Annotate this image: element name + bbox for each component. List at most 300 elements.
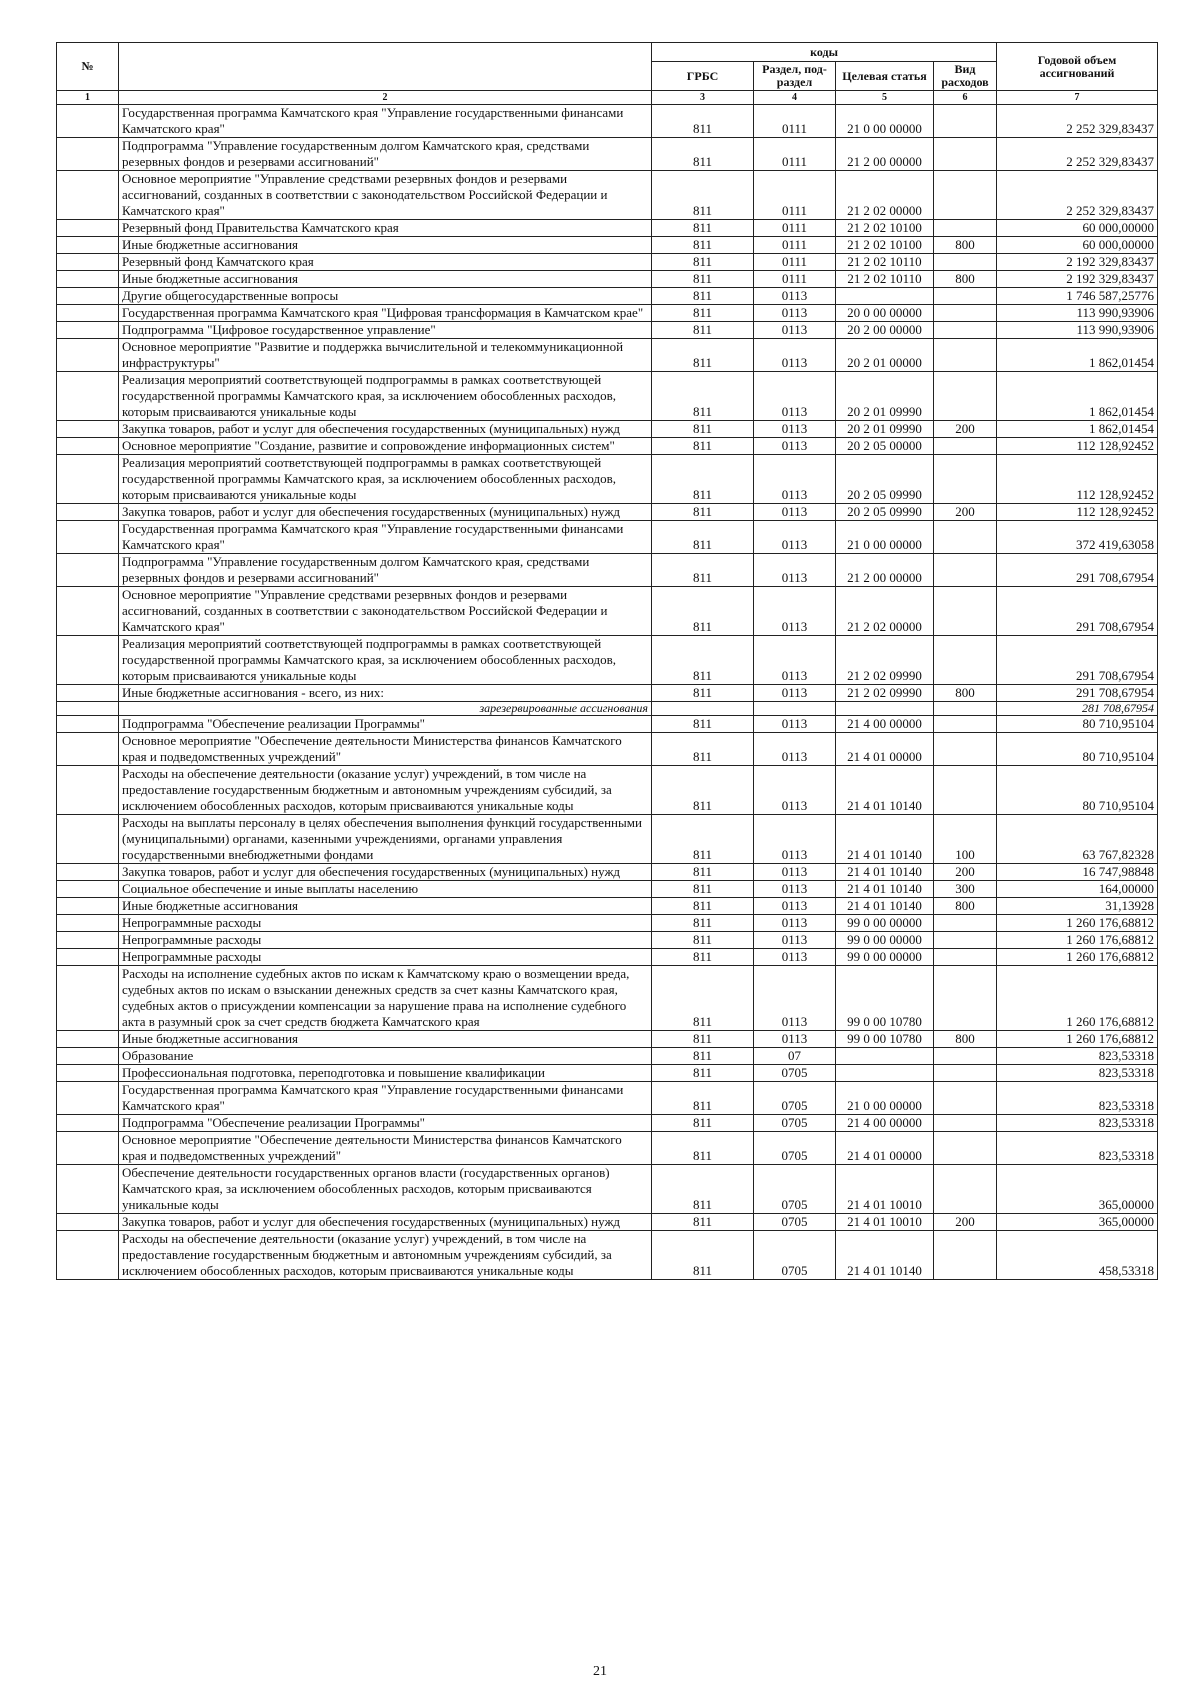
table-row (57, 339, 1158, 372)
cell-amount: 1 260 176,68812 (997, 932, 1158, 949)
cell-target: 20 2 01 09990 (836, 421, 934, 438)
cell-target: 21 4 01 00000 (836, 1132, 934, 1165)
cell-number (57, 636, 119, 685)
cell-section: 0111 (754, 254, 836, 271)
cell-section: 0113 (754, 815, 836, 864)
cell-amount: 365,00000 (997, 1165, 1158, 1214)
cell-expense-type (934, 554, 997, 587)
cell-section: 0113 (754, 966, 836, 1031)
cell-amount: 80 710,95104 (997, 733, 1158, 766)
table-row (57, 1165, 1158, 1214)
cell-amount: 113 990,93906 (997, 305, 1158, 322)
table-row (57, 716, 1158, 733)
cell-amount: 1 260 176,68812 (997, 949, 1158, 966)
cell-section: 0111 (754, 171, 836, 220)
cell-section: 0113 (754, 881, 836, 898)
cell-expense-type (934, 220, 997, 237)
cell-grbs: 811 (652, 220, 754, 237)
cell-expense-type (934, 1065, 997, 1082)
table-row (57, 288, 1158, 305)
cell-name: Подпрограмма "Управление государственным долгом Камчатского края, средствами резервных фондов и резервами ассигнований" (119, 138, 652, 171)
cell-target: 21 4 01 10010 (836, 1165, 934, 1214)
cell-section: 0705 (754, 1165, 836, 1214)
cell-section: 0113 (754, 716, 836, 733)
table-row (57, 554, 1158, 587)
cell-grbs: 811 (652, 881, 754, 898)
cell-section: 0113 (754, 898, 836, 915)
cell-grbs: 811 (652, 421, 754, 438)
cell-number (57, 1132, 119, 1165)
cell-number (57, 864, 119, 881)
cell-target: 21 2 00 00000 (836, 138, 934, 171)
cell-expense-type (934, 636, 997, 685)
cell-amount: 112 128,92452 (997, 504, 1158, 521)
cell-name: Иные бюджетные ассигнования (119, 237, 652, 254)
cell-section: 07 (754, 1048, 836, 1065)
cell-amount: 60 000,00000 (997, 237, 1158, 254)
cell-amount: 823,53318 (997, 1115, 1158, 1132)
cell-number (57, 587, 119, 636)
cell-grbs: 811 (652, 305, 754, 322)
column-number: 6 (934, 91, 997, 105)
table-row (57, 1048, 1158, 1065)
cell-name: Расходы на обеспечение деятельности (оказание услуг) учреждений, в том числе на предоставление государственным бюджетным и автономным учреждениям субсидий, за исключением обособленных расходов, которым присваиваются уникальные коды (119, 766, 652, 815)
cell-target: 21 2 00 00000 (836, 554, 934, 587)
cell-name: Обеспечение деятельности государственных органов власти (государственных органов) Камчатского края, за исключением обособленных расходов, которым присваиваются уникальные коды (119, 1165, 652, 1214)
table-row (57, 305, 1158, 322)
cell-name: Основное мероприятие "Обеспечение деятельности Министерства финансов Камчатского края и подведомственных учреждений" (119, 1132, 652, 1165)
cell-expense-type (934, 932, 997, 949)
cell-number (57, 716, 119, 733)
cell-target (836, 288, 934, 305)
cell-name: Непрограммные расходы (119, 949, 652, 966)
cell-expense-type (934, 171, 997, 220)
cell-section: 0705 (754, 1082, 836, 1115)
table-row (57, 322, 1158, 339)
column-number: 7 (997, 91, 1158, 105)
cell-name: Государственная программа Камчатского края "Управление государственными финансами Камчатского края" (119, 105, 652, 138)
cell-name: Иные бюджетные ассигнования (119, 1031, 652, 1048)
cell-name: Подпрограмма "Обеспечение реализации Программы" (119, 1115, 652, 1132)
cell-number (57, 322, 119, 339)
cell-grbs: 811 (652, 504, 754, 521)
cell-grbs: 811 (652, 171, 754, 220)
cell-target: 21 4 01 10140 (836, 815, 934, 864)
cell-section: 0113 (754, 421, 836, 438)
cell-amount: 164,00000 (997, 881, 1158, 898)
cell-name: Закупка товаров, работ и услуг для обеспечения государственных (муниципальных) нужд (119, 421, 652, 438)
cell-amount: 80 710,95104 (997, 716, 1158, 733)
cell-section: 0705 (754, 1065, 836, 1082)
cell-name: Иные бюджетные ассигнования - всего, из них: (119, 685, 652, 702)
cell-expense-type (934, 966, 997, 1031)
cell-expense-type (934, 766, 997, 815)
cell-amount: 1 746 587,25776 (997, 288, 1158, 305)
header-target: Целевая статья (836, 62, 934, 91)
table-row (57, 1132, 1158, 1165)
cell-grbs: 811 (652, 932, 754, 949)
cell-name: Основное мероприятие "Обеспечение деятельности Министерства финансов Камчатского края и подведомственных учреждений" (119, 733, 652, 766)
cell-expense-type: 200 (934, 1214, 997, 1231)
cell-number (57, 1082, 119, 1115)
header-expense-type: Вид расходов (934, 62, 997, 91)
cell-amount: 823,53318 (997, 1082, 1158, 1115)
cell-name: Основное мероприятие "Развитие и поддержка вычислительной и телекоммуникационной инфраструктуры" (119, 339, 652, 372)
cell-section: 0111 (754, 220, 836, 237)
cell-number (57, 1031, 119, 1048)
cell-section: 0113 (754, 587, 836, 636)
cell-number (57, 1231, 119, 1280)
cell-grbs: 811 (652, 1065, 754, 1082)
cell-number (57, 438, 119, 455)
cell-section: 0113 (754, 864, 836, 881)
table-row (57, 171, 1158, 220)
table-row (57, 881, 1158, 898)
cell-grbs: 811 (652, 271, 754, 288)
cell-name: Расходы на выплаты персоналу в целях обеспечения выполнения функций государственными (муниципальными) органами, казенными учреждениями, органами управления государственными внебюджетными фондами (119, 815, 652, 864)
cell-expense-type: 200 (934, 421, 997, 438)
cell-section: 0113 (754, 1031, 836, 1048)
table-row (57, 685, 1158, 702)
cell-amount: 2 252 329,83437 (997, 171, 1158, 220)
cell-grbs: 811 (652, 1115, 754, 1132)
cell-name: Реализация мероприятий соответствующей подпрограммы в рамках соответствующей государственной программы Камчатского края, за исключением обособленных расходов, которым присваиваются уникальные коды (119, 636, 652, 685)
cell-expense-type (934, 949, 997, 966)
cell-number (57, 733, 119, 766)
cell-number (57, 815, 119, 864)
cell-name: Подпрограмма "Обеспечение реализации Программы" (119, 716, 652, 733)
cell-target: 21 0 00 00000 (836, 1082, 934, 1115)
cell-target: 21 4 01 10140 (836, 864, 934, 881)
cell-target (836, 702, 934, 716)
cell-amount: 63 767,82328 (997, 815, 1158, 864)
cell-expense-type (934, 915, 997, 932)
cell-name: Иные бюджетные ассигнования (119, 271, 652, 288)
cell-name: Социальное обеспечение и иные выплаты населению (119, 881, 652, 898)
header-number: № (57, 43, 119, 91)
cell-name: Основное мероприятие "Управление средствами резервных фондов и резервами ассигнований, созданных в соответствии с законодательством Российской Федерации и Камчатского края" (119, 171, 652, 220)
cell-grbs: 811 (652, 898, 754, 915)
cell-number (57, 138, 119, 171)
cell-amount: 1 260 176,68812 (997, 966, 1158, 1031)
cell-amount: 291 708,67954 (997, 636, 1158, 685)
cell-number (57, 521, 119, 554)
cell-grbs: 811 (652, 587, 754, 636)
cell-amount: 291 708,67954 (997, 554, 1158, 587)
cell-grbs: 811 (652, 864, 754, 881)
cell-name: Резервный фонд Камчатского края (119, 254, 652, 271)
cell-expense-type (934, 1132, 997, 1165)
cell-amount: 281 708,67954 (997, 702, 1158, 716)
cell-name: Подпрограмма "Управление государственным долгом Камчатского края, средствами резервных фондов и резервами ассигнований" (119, 554, 652, 587)
cell-number (57, 1165, 119, 1214)
cell-target: 99 0 00 10780 (836, 966, 934, 1031)
cell-expense-type (934, 733, 997, 766)
table-body (57, 105, 1158, 1280)
cell-expense-type (934, 339, 997, 372)
table-header (57, 43, 1158, 105)
table-row (57, 237, 1158, 254)
cell-section: 0113 (754, 636, 836, 685)
cell-grbs: 811 (652, 254, 754, 271)
cell-target: 20 2 01 09990 (836, 372, 934, 421)
cell-number (57, 237, 119, 254)
cell-name: Профессиональная подготовка, переподготовка и повышение квалификации (119, 1065, 652, 1082)
cell-target: 21 0 00 00000 (836, 105, 934, 138)
cell-section: 0113 (754, 554, 836, 587)
cell-grbs: 811 (652, 237, 754, 254)
cell-amount: 60 000,00000 (997, 220, 1158, 237)
budget-table (56, 42, 1158, 1280)
table-row (57, 105, 1158, 138)
cell-target: 21 2 02 10100 (836, 220, 934, 237)
cell-grbs: 811 (652, 966, 754, 1031)
cell-expense-type (934, 1165, 997, 1214)
cell-expense-type (934, 438, 997, 455)
cell-grbs: 811 (652, 554, 754, 587)
table-row (57, 915, 1158, 932)
cell-number (57, 220, 119, 237)
cell-target: 21 4 01 10010 (836, 1214, 934, 1231)
cell-amount: 823,53318 (997, 1048, 1158, 1065)
cell-number (57, 1115, 119, 1132)
cell-grbs: 811 (652, 636, 754, 685)
cell-name: Иные бюджетные ассигнования (119, 898, 652, 915)
table-row (57, 702, 1158, 716)
table-row (57, 504, 1158, 521)
cell-amount: 16 747,98848 (997, 864, 1158, 881)
cell-expense-type (934, 521, 997, 554)
cell-target: 99 0 00 10780 (836, 1031, 934, 1048)
header-codes: коды (652, 43, 997, 62)
cell-target: 99 0 00 00000 (836, 932, 934, 949)
cell-expense-type: 800 (934, 237, 997, 254)
cell-amount: 2 252 329,83437 (997, 105, 1158, 138)
table-row (57, 733, 1158, 766)
table-row (57, 438, 1158, 455)
cell-grbs: 811 (652, 716, 754, 733)
cell-name: Государственная программа Камчатского края "Управление государственными финансами Камчатского края" (119, 1082, 652, 1115)
cell-target: 99 0 00 00000 (836, 949, 934, 966)
table-row (57, 521, 1158, 554)
cell-section: 0705 (754, 1231, 836, 1280)
cell-grbs: 811 (652, 1082, 754, 1115)
cell-grbs: 811 (652, 105, 754, 138)
cell-section: 0705 (754, 1214, 836, 1231)
cell-expense-type (934, 254, 997, 271)
cell-section: 0111 (754, 138, 836, 171)
cell-expense-type (934, 1048, 997, 1065)
cell-amount: 458,53318 (997, 1231, 1158, 1280)
cell-amount: 1 862,01454 (997, 421, 1158, 438)
cell-section (754, 702, 836, 716)
cell-number (57, 1065, 119, 1082)
column-number: 3 (652, 91, 754, 105)
cell-target: 20 2 05 09990 (836, 504, 934, 521)
cell-expense-type (934, 716, 997, 733)
cell-name: Расходы на исполнение судебных актов по искам к Камчатскому краю о возмещении вреда, судебных актов по искам о взыскании денежных средств за счет казны Камчатского края, судебных актов о присуждении компенсации за нарушение права на исполнение судебного акта в разумный срок за счет средств бюджета Камчатского края (119, 966, 652, 1031)
header-grbs: ГРБС (652, 62, 754, 91)
cell-amount: 2 192 329,83437 (997, 271, 1158, 288)
table-row (57, 766, 1158, 815)
table-row (57, 254, 1158, 271)
column-number: 4 (754, 91, 836, 105)
cell-grbs: 811 (652, 521, 754, 554)
cell-target: 21 4 01 10140 (836, 1231, 934, 1280)
cell-name: Государственная программа Камчатского края "Цифровая трансформация в Камчатском крае" (119, 305, 652, 322)
cell-section: 0113 (754, 322, 836, 339)
cell-target: 99 0 00 00000 (836, 915, 934, 932)
column-number: 5 (836, 91, 934, 105)
cell-number (57, 685, 119, 702)
cell-target: 21 4 01 00000 (836, 733, 934, 766)
cell-grbs: 811 (652, 733, 754, 766)
cell-name: Закупка товаров, работ и услуг для обеспечения государственных (муниципальных) нужд (119, 864, 652, 881)
cell-number (57, 421, 119, 438)
cell-section: 0111 (754, 237, 836, 254)
table-row (57, 1065, 1158, 1082)
column-number: 1 (57, 91, 119, 105)
cell-number (57, 915, 119, 932)
cell-number (57, 171, 119, 220)
cell-expense-type: 800 (934, 898, 997, 915)
table-row (57, 1214, 1158, 1231)
table-row (57, 864, 1158, 881)
cell-number (57, 702, 119, 716)
cell-grbs (652, 702, 754, 716)
cell-section: 0113 (754, 766, 836, 815)
cell-amount: 31,13928 (997, 898, 1158, 915)
cell-expense-type: 200 (934, 504, 997, 521)
cell-grbs: 811 (652, 288, 754, 305)
cell-grbs: 811 (652, 1132, 754, 1165)
cell-name: Непрограммные расходы (119, 915, 652, 932)
table-row (57, 966, 1158, 1031)
cell-number (57, 254, 119, 271)
cell-grbs: 811 (652, 372, 754, 421)
cell-amount: 1 260 176,68812 (997, 1031, 1158, 1048)
table-row (57, 220, 1158, 237)
cell-name: Другие общегосударственные вопросы (119, 288, 652, 305)
cell-name: Реализация мероприятий соответствующей подпрограммы в рамках соответствующей государственной программы Камчатского края, за исключением обособленных расходов, которым присваиваются уникальные коды (119, 372, 652, 421)
cell-expense-type: 800 (934, 1031, 997, 1048)
cell-number (57, 1214, 119, 1231)
cell-name: Расходы на обеспечение деятельности (оказание услуг) учреждений, в том числе на предоставление государственным бюджетным и автономным учреждениям субсидий, за исключением обособленных расходов, которым присваиваются уникальные коды (119, 1231, 652, 1280)
cell-grbs: 811 (652, 339, 754, 372)
cell-target: 21 2 02 00000 (836, 587, 934, 636)
cell-grbs: 811 (652, 766, 754, 815)
table-row (57, 138, 1158, 171)
cell-expense-type: 800 (934, 685, 997, 702)
cell-expense-type (934, 455, 997, 504)
cell-target (836, 1065, 934, 1082)
cell-grbs: 811 (652, 322, 754, 339)
cell-expense-type (934, 587, 997, 636)
cell-name: Образование (119, 1048, 652, 1065)
cell-amount: 1 862,01454 (997, 372, 1158, 421)
cell-expense-type (934, 1082, 997, 1115)
cell-section: 0705 (754, 1115, 836, 1132)
cell-section: 0705 (754, 1132, 836, 1165)
cell-grbs: 811 (652, 455, 754, 504)
cell-target: 21 2 02 10100 (836, 237, 934, 254)
cell-name: Основное мероприятие "Создание, развитие и сопровождение информационных систем" (119, 438, 652, 455)
cell-target: 21 2 02 00000 (836, 171, 934, 220)
cell-amount: 112 128,92452 (997, 438, 1158, 455)
cell-target: 20 2 05 00000 (836, 438, 934, 455)
cell-section: 0113 (754, 372, 836, 421)
cell-target: 21 2 02 10110 (836, 271, 934, 288)
cell-number (57, 504, 119, 521)
cell-grbs: 811 (652, 438, 754, 455)
cell-section: 0113 (754, 932, 836, 949)
table-row (57, 587, 1158, 636)
cell-amount: 80 710,95104 (997, 766, 1158, 815)
cell-section: 0113 (754, 915, 836, 932)
cell-name: Подпрограмма "Цифровое государственное управление" (119, 322, 652, 339)
cell-target: 21 2 02 10110 (836, 254, 934, 271)
cell-target: 21 4 01 10140 (836, 766, 934, 815)
table-row (57, 636, 1158, 685)
cell-grbs: 811 (652, 685, 754, 702)
cell-grbs: 811 (652, 915, 754, 932)
cell-amount: 365,00000 (997, 1214, 1158, 1231)
cell-name: Резервный фонд Правительства Камчатского края (119, 220, 652, 237)
cell-target: 20 2 05 09990 (836, 455, 934, 504)
cell-grbs: 811 (652, 1031, 754, 1048)
cell-number (57, 949, 119, 966)
cell-amount: 372 419,63058 (997, 521, 1158, 554)
cell-name: Основное мероприятие "Управление средствами резервных фондов и резервами ассигнований, созданных в соответствии с законодательством Российской Федерации и Камчатского края" (119, 587, 652, 636)
cell-amount: 2 192 329,83437 (997, 254, 1158, 271)
cell-section: 0113 (754, 455, 836, 504)
cell-section: 0113 (754, 521, 836, 554)
table-row (57, 271, 1158, 288)
cell-expense-type (934, 138, 997, 171)
cell-grbs: 811 (652, 1231, 754, 1280)
table-row (57, 372, 1158, 421)
table-row (57, 815, 1158, 864)
cell-grbs: 811 (652, 138, 754, 171)
cell-expense-type (934, 1231, 997, 1280)
cell-number (57, 271, 119, 288)
cell-expense-type (934, 105, 997, 138)
cell-target: 20 0 00 00000 (836, 305, 934, 322)
cell-amount: 823,53318 (997, 1065, 1158, 1082)
cell-expense-type: 100 (934, 815, 997, 864)
cell-section: 0113 (754, 504, 836, 521)
cell-target: 21 4 01 10140 (836, 898, 934, 915)
cell-expense-type: 800 (934, 271, 997, 288)
cell-name: Государственная программа Камчатского края "Управление государственными финансами Камчатского края" (119, 521, 652, 554)
cell-grbs: 811 (652, 815, 754, 864)
cell-target (836, 1048, 934, 1065)
cell-number (57, 288, 119, 305)
cell-name: Непрограммные расходы (119, 932, 652, 949)
column-number: 2 (119, 91, 652, 105)
cell-section: 0113 (754, 438, 836, 455)
cell-number (57, 881, 119, 898)
cell-expense-type (934, 702, 997, 716)
cell-amount: 2 252 329,83437 (997, 138, 1158, 171)
cell-target: 21 2 02 09990 (836, 685, 934, 702)
header-amount: Годовой объем ассигнований (997, 43, 1158, 91)
cell-target: 21 0 00 00000 (836, 521, 934, 554)
cell-target: 20 2 00 00000 (836, 322, 934, 339)
cell-amount: 113 990,93906 (997, 322, 1158, 339)
cell-number (57, 372, 119, 421)
cell-section: 0113 (754, 305, 836, 322)
